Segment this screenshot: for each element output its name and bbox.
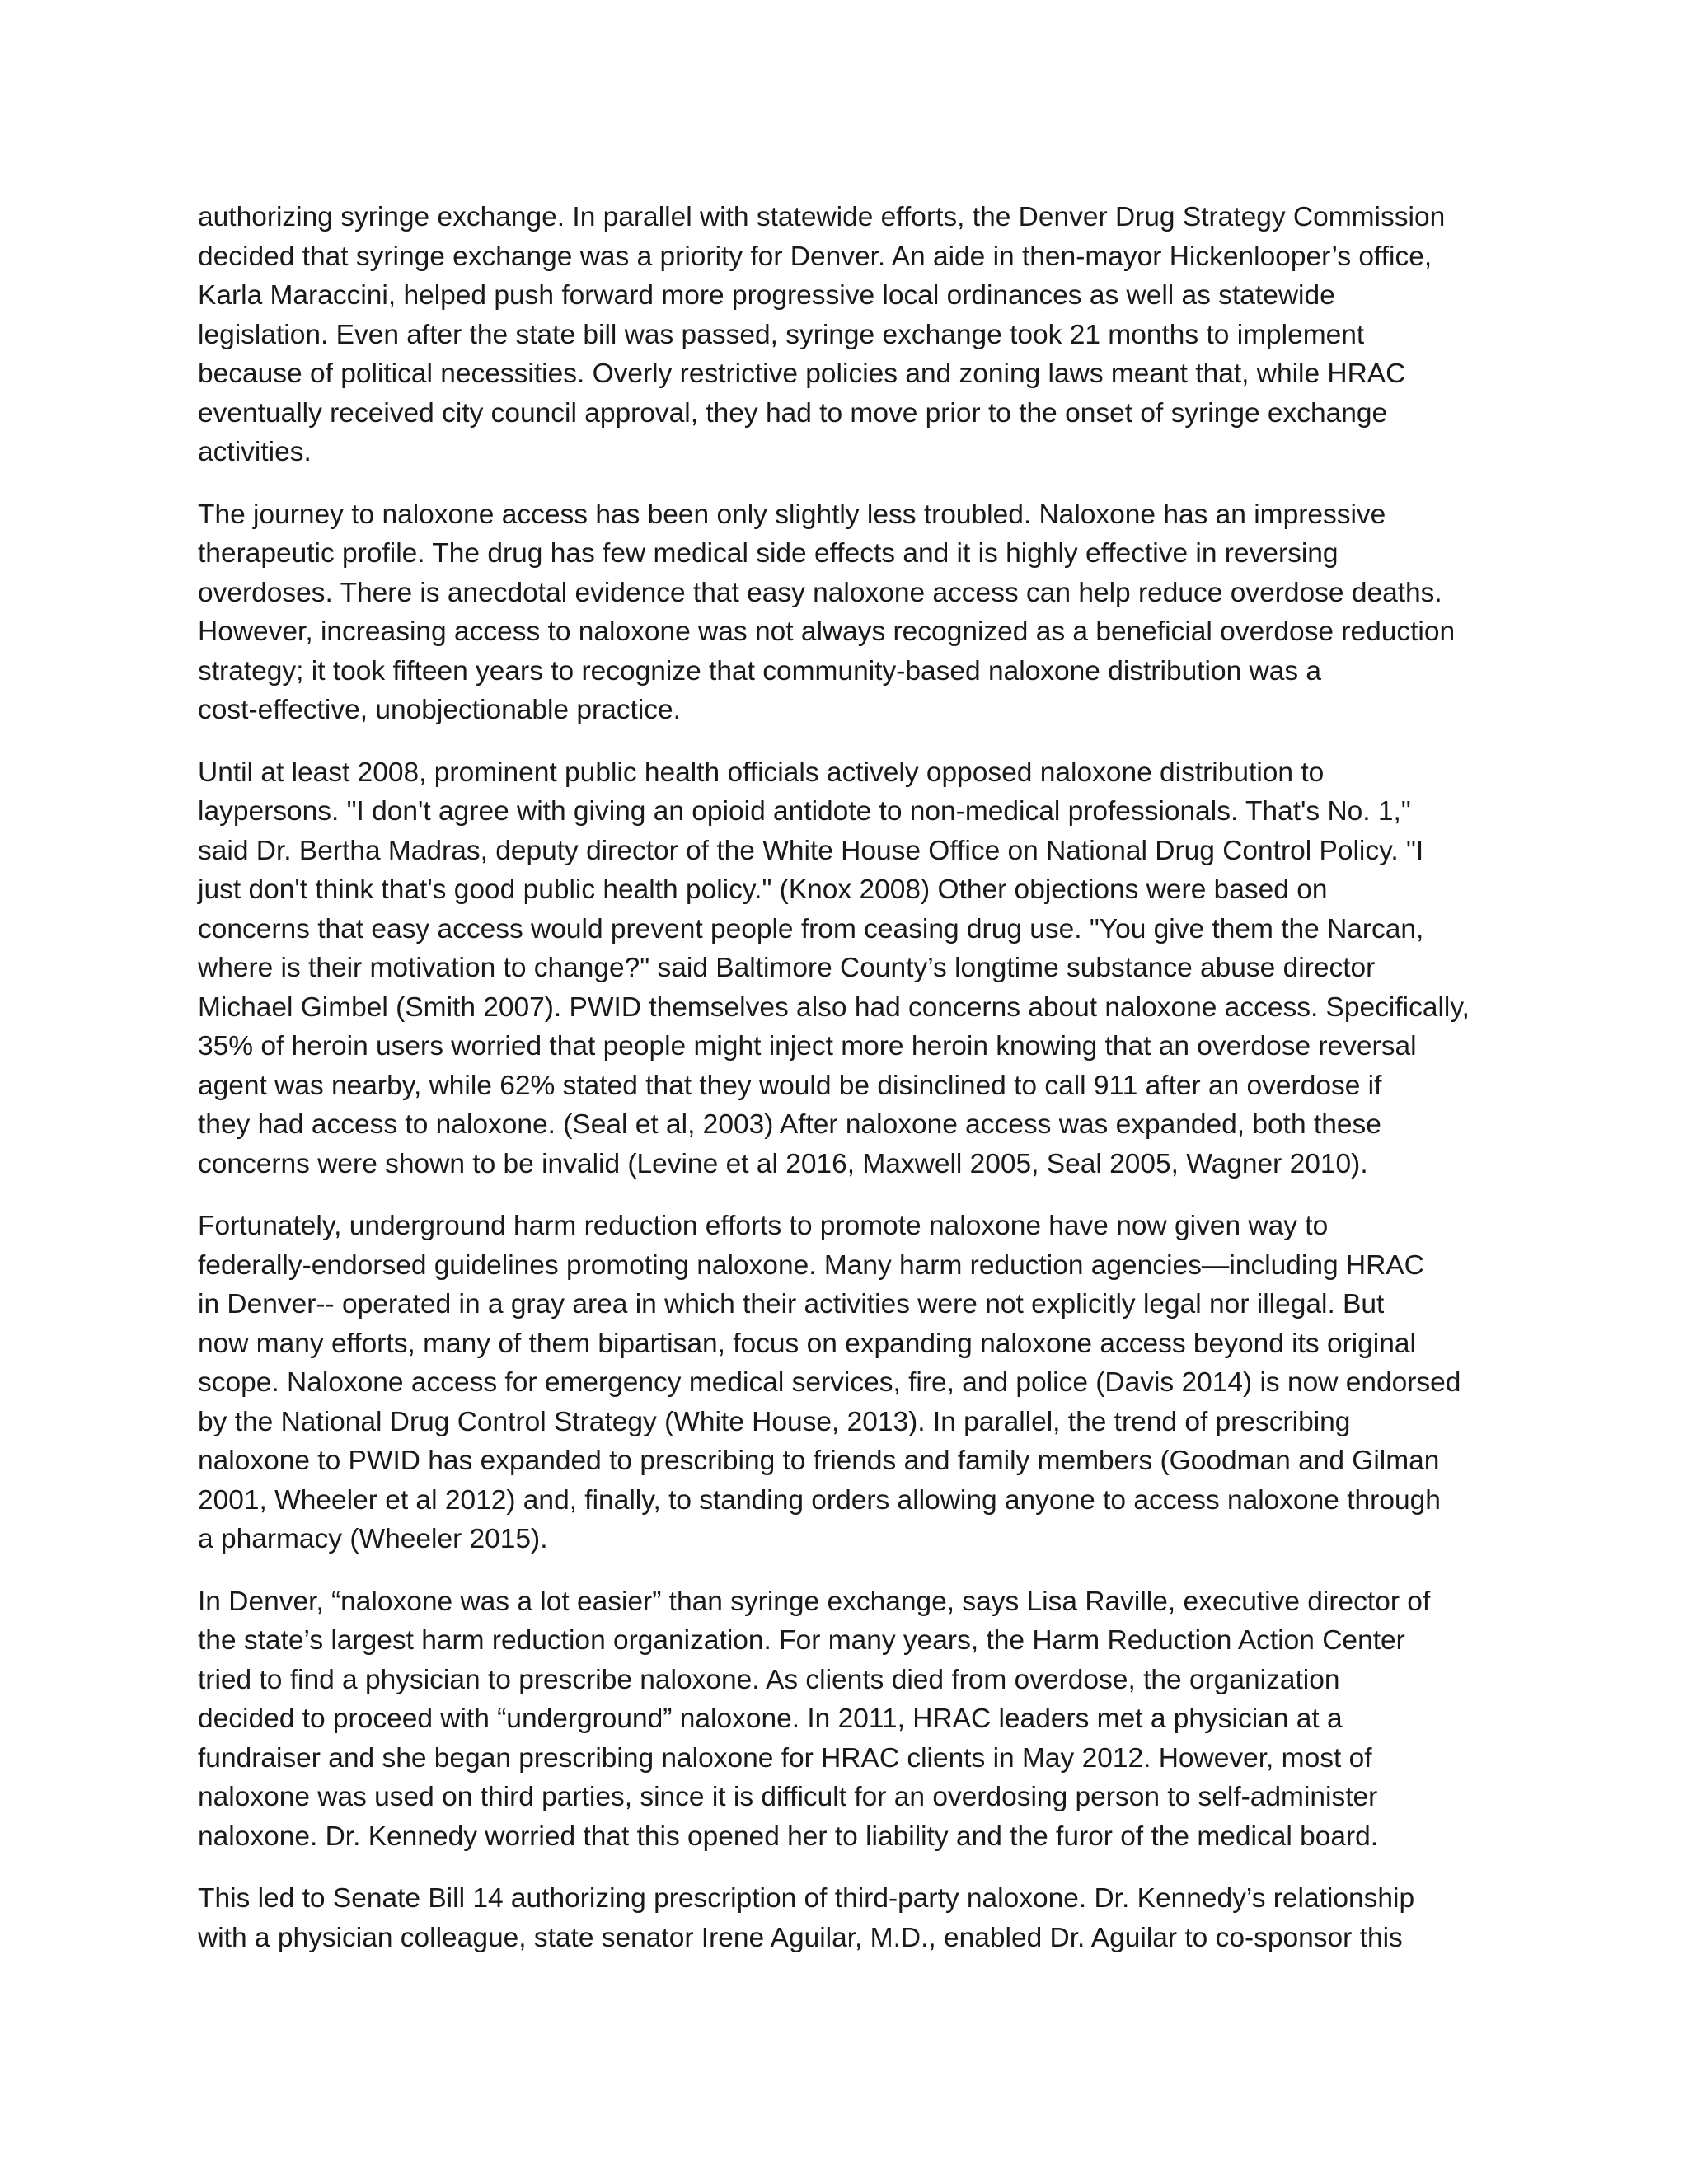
text-line: with a physician colleague, state senator Irene Aguilar, M.D., enabled Dr. Aguilar to co-sponsor this <box>198 1922 1403 1953</box>
text-line: because of political necessities. Overly restrictive policies and zoning laws meant that, while HRAC <box>198 359 1406 389</box>
text-line: federally-endorsed guidelines promoting naloxone. Many harm reduction agencies—including HRAC <box>198 1249 1424 1281</box>
text-line: Michael Gimbel (Smith 2007). PWID themselves also had concerns about naloxone access. Specifically, <box>198 991 1470 1023</box>
text-line: concerns were shown to be invalid (Levine et al 2016, Maxwell 2005, Seal 2005, Wagner 2010). <box>198 1148 1368 1179</box>
text-line: said Dr. Bertha Madras, deputy director of the White House Office on National Drug Control Policy. "I <box>198 835 1424 866</box>
text-line: laypersons. "I don't agree with giving an opioid antidote to non-medical professionals. That's No. 1," <box>198 796 1411 827</box>
paragraph-2 <box>198 495 1488 730</box>
text-line: naloxone to PWID has expanded to prescribing to friends and family members (Goodman and Gilman <box>198 1446 1440 1476</box>
text-line: authorizing syringe exchange. In parallel with statewide efforts, the Denver Drug Strategy Commission <box>198 202 1446 232</box>
text-line: therapeutic profile. The drug has few medical side effects and it is highly effective in reversing <box>198 538 1339 569</box>
text-line: now many efforts, many of them bipartisan, focus on expanding naloxone access beyond its original <box>198 1328 1416 1359</box>
text-line: decided that syringe exchange was a priority for Denver. An aide in then-mayor Hickenlooper’s office, <box>198 241 1432 272</box>
text-line: by the National Drug Control Strategy (White House, 2013). In parallel, the trend of prescribing <box>198 1406 1351 1437</box>
text-line: This led to Senate Bill 14 authorizing prescription of third-party naloxone. Dr. Kennedy’s relationship <box>198 1883 1415 1914</box>
paragraph-1 <box>198 198 1488 472</box>
text-line: scope. Naloxone access for emergency medical services, fire, and police (Davis 2014) is now endorsed <box>198 1367 1461 1398</box>
text-line: agent was nearby, while 62% stated that they would be disinclined to call 911 after an overdose if <box>198 1070 1382 1101</box>
text-line: concerns that easy access would prevent people from ceasing drug use. "You give them the Narcan, <box>198 913 1424 944</box>
text-line: eventually received city council approval, they had to move prior to the onset of syringe exchange <box>198 397 1388 429</box>
text-line: fundraiser and she began prescribing naloxone for HRAC clients in May 2012. However, most of <box>198 1742 1372 1774</box>
text-line: strategy; it took fifteen years to recognize that community-based naloxone distribution was a <box>198 655 1322 687</box>
text-line: naloxone was used on third parties, since it is difficult for an overdosing person to self-administer <box>198 1782 1378 1812</box>
text-line: a pharmacy (Wheeler 2015). <box>198 1524 548 1554</box>
text-line: the state’s largest harm reduction organization. For many years, the Harm Reduction Action Center <box>198 1625 1405 1656</box>
text-line: However, increasing access to naloxone was not always recognized as a beneficial overdose reduction <box>198 616 1456 647</box>
text-line: In Denver, “naloxone was a lot easier” than syringe exchange, says Lisa Raville, executive director of <box>198 1586 1431 1617</box>
document-page <box>198 198 1488 1980</box>
paragraph-6 <box>198 1879 1488 1957</box>
paragraph-4 <box>198 1207 1488 1559</box>
text-line: where is their motivation to change?" said Baltimore County’s longtime substance abuse director <box>198 953 1376 983</box>
text-line: they had access to naloxone. (Seal et al, 2003) After naloxone access was expanded, both these <box>198 1109 1381 1140</box>
text-line: The journey to naloxone access has been only slightly less troubled. Naloxone has an impressive <box>198 499 1386 530</box>
text-line: Fortunately, underground harm reduction efforts to promote naloxone have now given way to <box>198 1211 1329 1241</box>
text-line: just don't think that's good public health policy." (Knox 2008) Other objections were based on <box>198 874 1328 905</box>
text-line: tried to find a physician to prescribe naloxone. As clients died from overdose, the organization <box>198 1664 1340 1695</box>
text-line: activities. <box>198 437 312 467</box>
paragraph-5 <box>198 1582 1488 1857</box>
text-line: in Denver-- operated in a gray area in which their activities were not explicitly legal nor illegal. But <box>198 1289 1385 1319</box>
text-line: Karla Maraccini, helped push forward more progressive local ordinances as well as statewide <box>198 280 1335 311</box>
text-line: cost-effective, unobjectionable practice. <box>198 695 681 725</box>
paragraph-3 <box>198 753 1488 1184</box>
text-line: legislation. Even after the state bill was passed, syringe exchange took 21 months to implement <box>198 319 1365 350</box>
text-line: naloxone. Dr. Kennedy worried that this opened her to liability and the furor of the medical board. <box>198 1821 1379 1852</box>
text-line: 2001, Wheeler et al 2012) and, finally, to standing orders allowing anyone to access naloxone through <box>198 1484 1441 1516</box>
text-line: overdoses. There is anecdotal evidence that easy naloxone access can help reduce overdose deaths. <box>198 577 1442 608</box>
text-line: Until at least 2008, prominent public health officials actively opposed naloxone distribution to <box>198 757 1325 788</box>
text-line: decided to proceed with “underground” naloxone. In 2011, HRAC leaders met a physician at a <box>198 1704 1343 1734</box>
text-line: 35% of heroin users worried that people might inject more heroin knowing that an overdose reversal <box>198 1031 1417 1062</box>
